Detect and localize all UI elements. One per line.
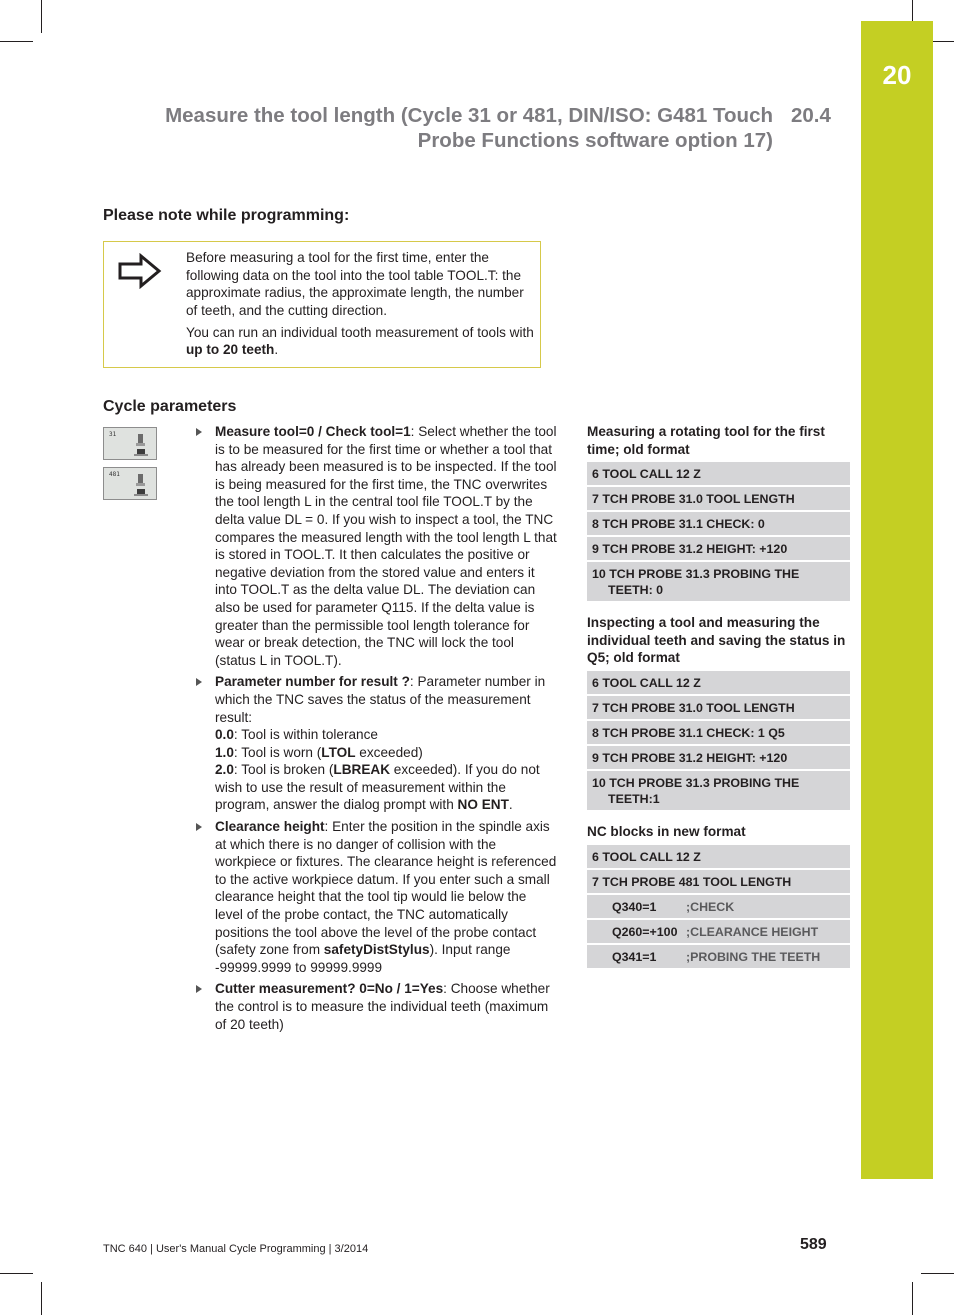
bullet-triangle-icon (196, 985, 202, 993)
nc-row: 8 TCH PROBE 31.1 CHECK: 0 (587, 512, 850, 535)
page-number: 589 (800, 1236, 827, 1253)
bullet-triangle-icon (196, 678, 202, 686)
chapter-number: 20 (882, 60, 912, 90)
example-new-format (587, 823, 850, 968)
parameter-name: Measure tool=0 / Check tool=1 (215, 424, 411, 439)
crop-mark (41, 0, 42, 33)
bullet-triangle-icon (196, 428, 202, 436)
nc-param-row: Q260=+100 ;CLEARANCE HEIGHT (587, 920, 850, 943)
parameter-description: : Parameter number in which the TNC saves the status of the measurement result: (215, 674, 546, 725)
nc-row: 7 TCH PROBE 31.0 TOOL LENGTH (587, 696, 850, 719)
tool-probe-icon (134, 474, 148, 496)
example-old-format-inspect (587, 614, 850, 810)
cycle-481-softkey-icon[interactable] (103, 467, 157, 500)
crop-mark (912, 1282, 913, 1315)
parameter-description: : Choose whether the control is to measure the individual teeth (maximum of 20 teeth) (215, 981, 550, 1032)
page-title (165, 103, 773, 153)
crop-mark (0, 41, 33, 42)
crop-mark (921, 1273, 954, 1274)
parameter-item (196, 423, 558, 669)
cycle-parameters-heading: Cycle parameters (103, 398, 237, 415)
parameter-name: Parameter number for result ? (215, 674, 410, 690)
softkey-label: 481 (109, 471, 120, 478)
parameter-item: Parameter number for result ?: Parameter number in which the TNC saves the status of the measurement result: 0.0: Tool is within tolerance 1.0: Tool is worn (LTOL exceeded) 2.0: Tool is broken (LBREAK exceeded). If you do not wish to use the result of measurement within the program, answer the dialog prompt with NO ENT. (196, 673, 558, 814)
nc-row: 7 TCH PROBE 481 TOOL LENGTH (587, 870, 850, 893)
softkey-label: 31 (109, 431, 117, 438)
parameter-list (196, 423, 558, 1037)
nc-param-row: Q340=1 ;CHECK (587, 895, 850, 918)
page-title-line2: Probe Functions software option 17) (417, 129, 773, 152)
page-title-line1: Measure the tool length (Cycle 31 or 481, DIN/ISO: G481 Touch (165, 104, 773, 127)
parameter-item: Clearance height: Enter the position in the spindle axis at which there is no danger of collision with the workpiece or fixtures. The clearance height is referenced to the active workpiece datum. If you enter such a small clearance height that the tool tip would lie below the level of the probe contact, the TNC automatically positions the tool above the level of the probe contact (safety zone from safetyDistStylus). Input range -99999.9999 to 99999.9999 (196, 818, 558, 976)
nc-row: 7 TCH PROBE 31.0 TOOL LENGTH (587, 487, 850, 510)
note-heading: Please note while programming: (103, 207, 350, 224)
note-arrow-icon (118, 253, 162, 289)
example-heading: Measuring a rotating tool for the first time; old format (587, 424, 825, 457)
nc-row: 6 TOOL CALL 12 Z (587, 462, 850, 485)
nc-row: 10 TCH PROBE 31.3 PROBING THE TEETH: 0 (587, 562, 850, 601)
note-text (186, 249, 536, 363)
bullet-triangle-icon (196, 823, 202, 831)
crop-mark (41, 1282, 42, 1315)
nc-row: 6 TOOL CALL 12 Z (587, 671, 850, 694)
crop-mark (0, 1273, 33, 1274)
section-number: 20.4 (791, 104, 831, 127)
example-old-format-measure (587, 423, 850, 601)
nc-row: 6 TOOL CALL 12 Z (587, 845, 850, 868)
note-paragraph: You can run an individual tooth measurement of tools with up to 20 teeth. (186, 324, 534, 357)
parameter-name: Clearance height (215, 819, 325, 835)
note-paragraph: Before measuring a tool for the first time, enter the following data on the tool into the tool table TOOL.T: the approximate radius, the approximate length, the number of teeth, and the cutting direction. (186, 250, 524, 318)
cycle-31-softkey-icon[interactable] (103, 427, 157, 460)
nc-row: 10 TCH PROBE 31.3 PROBING THE TEETH:1 (587, 771, 850, 810)
nc-param-row: Q341=1 ;PROBING THE TEETH (587, 945, 850, 968)
parameter-description: : Select whether the tool is to be measured for the first time or whether a tool that has already been measured is to be inspected. If the tool is being measured for the first time, the TNC overwrites the tool length L in the central tool file TOOL.T by the delta value DL = 0. If you wish to inspect a tool, the TNC compares the measured length with the tool length L that is stored in TOOL.T. It then calculates the positive or negative deviation from the stored value and enters it into TOOL.T as the delta value DL. The deviation can also be used for parameter Q115. If the delta value is greater than the permissible tool length tolerance for wear or break detection, the TNC will lock the tool (status L in TOOL.T). (215, 424, 557, 668)
tool-probe-icon (134, 434, 148, 456)
chapter-tab (861, 21, 933, 1179)
footer-text: TNC 640 | User's Manual Cycle Programming | 3/2014 (103, 1243, 369, 1255)
parameter-item (196, 980, 558, 1033)
example-heading: Inspecting a tool and measuring the individual teeth and saving the status in Q5; old format (587, 615, 846, 666)
parameter-description: : Enter the position in the spindle axis at which there is no danger of collision with the workpiece or fixtures. The clearance height is referenced to the active workpiece datum. If you enter such a small clearance height that the tool tip would lie below the level of the probe contact, the TNC automatically positions the tool above the level of the probe contact (safety zone from (215, 819, 557, 958)
example-heading: NC blocks in new format (587, 823, 746, 839)
nc-row: 9 TCH PROBE 31.2 HEIGHT: +120 (587, 746, 850, 769)
nc-row: 9 TCH PROBE 31.2 HEIGHT: +120 (587, 537, 850, 560)
nc-examples (587, 423, 850, 981)
nc-row: 8 TCH PROBE 31.1 CHECK: 1 Q5 (587, 721, 850, 744)
parameter-name: Cutter measurement? 0=No / 1=Yes (215, 981, 444, 997)
